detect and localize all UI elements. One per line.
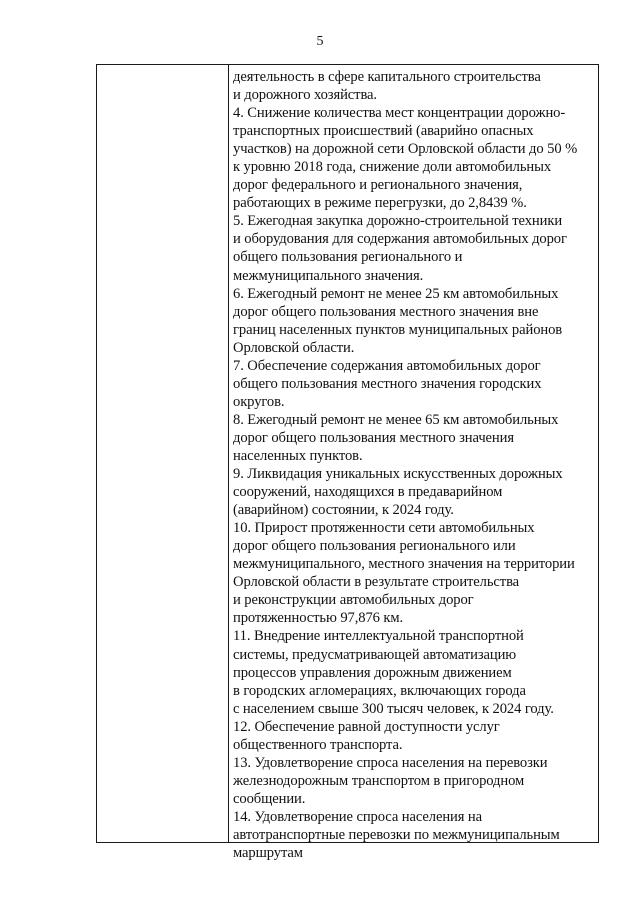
page-number: 5 (316, 34, 324, 49)
text-line: дорог федерального и регионального значения, (233, 177, 523, 194)
text-line: и оборудования для содержания автомобильных дорог (233, 231, 567, 248)
text-line: деятельность в сфере капитального строительства (233, 69, 541, 85)
text-line: и дорожного хозяйства. (233, 87, 377, 104)
text-line: 14. Удовлетворение спроса населения на (233, 808, 483, 825)
text-line: межмуниципального значения. (233, 267, 424, 284)
text-line: дорог общего пользования местного значения вне (233, 303, 539, 320)
text-line: общего пользования местного значения городских (233, 375, 542, 392)
text-line: системы, предусматривающей автоматизацию (233, 646, 517, 663)
text-line: Орловской области. (233, 339, 355, 356)
text-line: 11. Внедрение интеллектуальной транспортной (233, 628, 524, 645)
column-divider (228, 65, 229, 842)
text-line: 5. Ежегодная закупка дорожно-строительной техники (233, 213, 563, 230)
text-line: сооружений, находящихся в предаварийном (233, 484, 503, 501)
text-line: общего пользования регионального и (233, 249, 463, 266)
text-line: 4. Снижение количества мест концентрации дорожно- (233, 105, 566, 122)
text-line: работающих в режиме перегрузки, до 2,8439 %. (233, 195, 527, 212)
text-line: к уровню 2018 года, снижение доли автомобильных (233, 159, 552, 176)
table-left-cell (97, 65, 228, 842)
text-line: 10. Прирост протяженности сети автомобильных (233, 520, 535, 537)
text-line: транспортных происшествий (аварийно опасных (233, 123, 534, 140)
text-line: в городских агломерациях, включающих города (233, 682, 526, 699)
text-line: общественного транспорта. (233, 736, 403, 753)
text-line: межмуниципального, местного значения на территории (233, 556, 575, 573)
text-line: дорог общего пользования местного значения (233, 429, 514, 446)
text-line: 7. Обеспечение содержания автомобильных дорог (233, 357, 541, 374)
text-line: 6. Ежегодный ремонт не менее 25 км автомобильных (233, 285, 559, 302)
text-line: маршрутам (233, 845, 303, 862)
text-line: Орловской области в результате строительства (233, 574, 520, 591)
text-line: автотранспортные перевозки по межмуниципальным (233, 826, 560, 843)
text-line: границ населенных пунктов муниципальных районов (233, 321, 563, 338)
table-right-cell (233, 68, 599, 862)
text-line: 9. Ликвидация уникальных искусственных дорожных (233, 466, 563, 483)
text-line: 13. Удовлетворение спроса населения на перевозки (233, 754, 548, 771)
text-line: 12. Обеспечение равной доступности услуг (233, 718, 500, 735)
text-line: дорог общего пользования регионального или (233, 538, 516, 555)
text-line: с населением свыше 300 тысяч человек, к 2024 году. (233, 700, 554, 717)
text-line: 8. Ежегодный ремонт не менее 65 км автомобильных (233, 411, 559, 428)
text-line: округов. (233, 393, 285, 410)
text-line: населенных пунктов. (233, 447, 363, 464)
document-table (96, 64, 599, 862)
text-line: процессов управления дорожным движением (233, 664, 512, 681)
text-line: железнодорожным транспортом в пригородном (233, 772, 525, 789)
text-line: и реконструкции автомобильных дорог (233, 592, 474, 609)
text-line: протяженностью 97,876 км. (233, 610, 404, 627)
text-line: участков) на дорожной сети Орловской области до 50 % (233, 141, 578, 158)
text-line: сообщении. (233, 790, 306, 807)
text-line: (аварийном) состоянии, к 2024 году. (233, 502, 454, 519)
